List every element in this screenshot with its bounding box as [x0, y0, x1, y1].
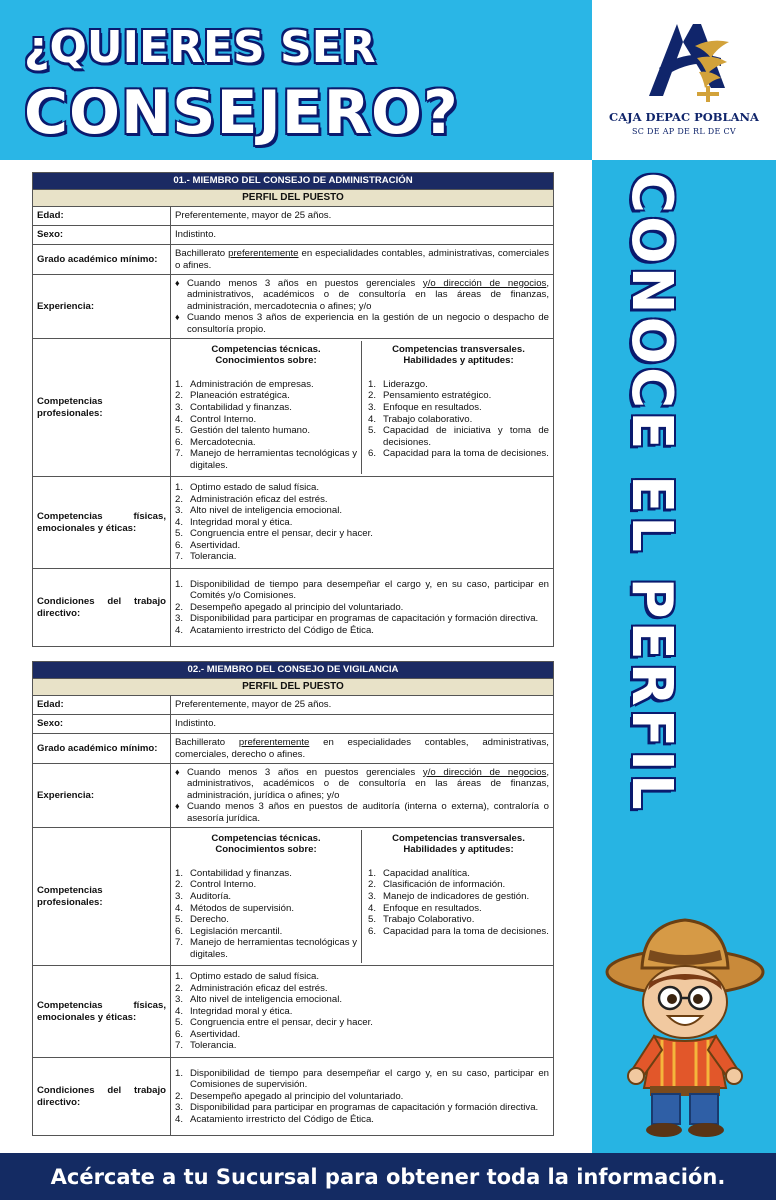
competencias-value — [171, 339, 554, 477]
list-item — [175, 482, 549, 494]
list-number: 1. — [175, 578, 184, 590]
condiciones-label: Condiciones del trabajo directivo: — [33, 1058, 171, 1136]
list-item-text: Asertividad. — [190, 539, 241, 551]
list-item — [175, 937, 357, 960]
list-item — [368, 414, 549, 426]
list-item-text: Liderazgo. — [383, 378, 428, 390]
competencias-label: Competencias profesionales: — [33, 828, 171, 966]
list-item — [175, 579, 549, 602]
list-item-text: Enfoque en resultados. — [383, 902, 482, 914]
exp1-pre: Cuando menos 3 años en puestos gerenciales — [187, 766, 416, 778]
list-item-text: Acatamiento irrestricto del Código de Ética. — [190, 1113, 374, 1125]
list-number: 7. — [175, 551, 184, 563]
list-item — [175, 437, 357, 449]
list-number: 7. — [175, 937, 184, 949]
header-banner — [0, 0, 592, 160]
table-title: 01.- MIEMBRO DEL CONSEJO DE ADMINISTRACIÓN — [33, 173, 554, 190]
logo-subtitle: SC DE AP DE RL DE CV — [631, 127, 736, 136]
list-number: 5. — [368, 914, 377, 926]
competencias-tecnicas — [175, 341, 362, 475]
list-item-text: Disponibilidad de tiempo para desempeñar el cargo y, en su caso, participar en Comités y/o Comisiones. — [190, 578, 549, 602]
diamond-bullet-icon: ♦ — [175, 312, 180, 323]
table-subtitle: PERFIL DEL PUESTO — [33, 190, 554, 207]
list-item — [175, 278, 549, 313]
list-item — [175, 868, 357, 880]
list-number: 3. — [175, 890, 184, 902]
grado-label: Grado académico mínimo: — [33, 734, 171, 764]
list-number: 1. — [368, 378, 377, 390]
list-item — [175, 1114, 549, 1126]
list-number: 2. — [368, 879, 377, 891]
list-item — [175, 505, 549, 517]
list-item — [175, 1040, 549, 1052]
list-number: 3. — [175, 505, 184, 517]
list-number: 3. — [175, 613, 184, 625]
transversales-subtitle: Habilidades y aptitudes: — [403, 355, 514, 367]
list-item-text: Optimo estado de salud física. — [190, 970, 320, 982]
list-number: 6. — [175, 436, 184, 448]
list-item — [368, 390, 549, 402]
header-line1: ¿QUIERES SER — [24, 22, 376, 73]
edad-value: Preferentemente, mayor de 25 años. — [171, 696, 554, 715]
list-number: 4. — [368, 413, 377, 425]
list-number: 6. — [175, 539, 184, 551]
list-number: 5. — [175, 914, 184, 926]
diamond-bullet-icon: ♦ — [175, 277, 180, 288]
list-item-text: Derecho. — [190, 914, 229, 926]
list-number: 2. — [175, 390, 184, 402]
list-item — [175, 983, 549, 995]
list-item-text: Integridad moral y ética. — [190, 1005, 293, 1017]
list-item-text: Disponibilidad de tiempo para desempeñar el cargo y, en su caso, participar en Comisiones de supervisión. — [190, 1067, 549, 1091]
fisicas-label: Competencias físicas, emocionales y éticas: — [33, 477, 171, 569]
list-item-text: Congruencia entre el pensar, decir y hacer. — [190, 1017, 373, 1029]
list-number: 1. — [175, 481, 184, 493]
list-item — [175, 994, 549, 1006]
tecnicas-subtitle: Conocimientos sobre: — [215, 844, 317, 856]
list-item-text: Disponibilidad para participar en programas de capacitación y formación directiva. — [190, 1102, 539, 1114]
list-item-text: Legislación mercantil. — [190, 925, 283, 937]
fisicas-value — [171, 966, 554, 1058]
list-item-text: Mercadotecnia. — [190, 436, 256, 448]
list-item — [368, 879, 549, 891]
tecnicas-list — [175, 868, 357, 961]
list-item-text: Desempeño apegado al principio del voluntariado. — [190, 601, 404, 613]
transversales-title: Competencias transversales. — [392, 343, 525, 355]
cowboy-mascot-icon — [602, 910, 768, 1140]
competencias-label: Competencias profesionales: — [33, 339, 171, 477]
list-number: 5. — [175, 528, 184, 540]
table-title: 02.- MIEMBRO DEL CONSEJO DE VIGILANCIA — [33, 662, 554, 679]
list-item — [175, 625, 549, 637]
experiencia-value — [171, 275, 554, 339]
transversales-title: Competencias transversales. — [392, 832, 525, 844]
fisicas-value — [171, 477, 554, 569]
list-item — [175, 390, 357, 402]
list-item — [175, 914, 357, 926]
transversales-subtitle: Habilidades y aptitudes: — [403, 844, 514, 856]
competencias-tecnicas — [175, 830, 362, 964]
list-item-text: Alto nivel de inteligencia emocional. — [190, 994, 342, 1006]
transversales-list — [368, 379, 549, 460]
list-item-text: Enfoque en resultados. — [383, 401, 482, 413]
exp1-post: , administrativos, académicos o de consultoría en las áreas de finanzas, administración, jurídica o afines; y/o — [187, 766, 549, 801]
list-item — [175, 402, 357, 414]
list-number: 4. — [175, 902, 184, 914]
list-item-text: Desempeño apegado al principio del voluntariado. — [190, 1090, 404, 1102]
list-number: 3. — [175, 1102, 184, 1114]
list-item-text: Disponibilidad para participar en programas de capacitación y formación directiva. — [190, 613, 539, 625]
list-item-text: Métodos de supervisión. — [190, 902, 294, 914]
list-number: 6. — [368, 925, 377, 937]
list-item-text: Control Interno. — [190, 879, 257, 891]
list-item — [175, 1006, 549, 1018]
header-line2: CONSEJERO? — [24, 78, 459, 148]
list-item — [175, 891, 357, 903]
list-item — [175, 613, 549, 625]
list-item — [175, 1017, 549, 1029]
list-item — [175, 767, 549, 802]
grado-underlined: preferentemente — [238, 736, 310, 748]
list-item — [175, 926, 357, 938]
list-item-text: Tolerancia. — [190, 551, 237, 563]
competencias-transversales — [362, 830, 549, 964]
list-number: 6. — [175, 1028, 184, 1040]
list-item — [175, 312, 549, 335]
list-number: 1. — [175, 867, 184, 879]
list-number: 6. — [368, 448, 377, 460]
list-item-text: Control Interno. — [190, 413, 257, 425]
list-item — [368, 379, 549, 391]
sexo-value: Indistinto. — [171, 715, 554, 734]
list-number: 2. — [175, 982, 184, 994]
list-item — [175, 540, 549, 552]
list-number: 2. — [175, 493, 184, 505]
edad-label: Edad: — [33, 696, 171, 715]
list-number: 5. — [175, 425, 184, 437]
list-item — [175, 1068, 549, 1091]
list-item — [175, 517, 549, 529]
list-item — [368, 914, 549, 926]
list-item — [368, 402, 549, 414]
list-item — [368, 891, 549, 903]
list-number: 1. — [368, 867, 377, 879]
exp2-text: Cuando menos 3 años en puestos de auditoría (interna o externa), contraloría o asesoría jurídica. — [187, 801, 549, 824]
list-item — [175, 1029, 549, 1041]
footer-bar — [0, 1153, 776, 1200]
tecnicas-title: Competencias técnicas. — [211, 343, 321, 355]
list-item — [368, 868, 549, 880]
grado-label: Grado académico mínimo: — [33, 245, 171, 275]
condiciones-list — [175, 579, 549, 637]
tecnicas-list — [175, 379, 357, 472]
exp1-underlined: y/o dirección de negocios — [422, 277, 547, 289]
list-number: 4. — [175, 624, 184, 636]
profile-table-administracion — [32, 172, 554, 647]
list-item — [175, 1091, 549, 1103]
list-number: 3. — [175, 994, 184, 1006]
list-item — [368, 926, 549, 938]
list-item — [175, 448, 357, 471]
list-number: 2. — [368, 390, 377, 402]
list-item — [175, 879, 357, 891]
list-item-text: Contabilidad y finanzas. — [190, 867, 292, 879]
competencias-value — [171, 828, 554, 966]
list-number: 7. — [175, 1040, 184, 1052]
list-item — [175, 1102, 549, 1114]
exp1-underlined: y/o dirección de negocios — [422, 766, 547, 778]
diamond-bullet-icon: ♦ — [175, 766, 180, 777]
list-item — [368, 448, 549, 460]
list-item-text: Tolerancia. — [190, 1040, 237, 1052]
experiencia-label: Experiencia: — [33, 275, 171, 339]
list-item-text: Alto nivel de inteligencia emocional. — [190, 505, 342, 517]
tecnicas-subtitle: Conocimientos sobre: — [215, 355, 317, 367]
list-item-text: Gestión del talento humano. — [190, 425, 311, 437]
condiciones-value — [171, 569, 554, 647]
fisicas-list — [175, 482, 549, 563]
logo-name: CAJA DEPAC POBLANA — [609, 110, 759, 124]
list-item-text: Clasificación de información. — [383, 879, 506, 891]
list-item-text: Integridad moral y ética. — [190, 516, 293, 528]
transversales-list — [368, 868, 549, 938]
list-item — [175, 801, 549, 824]
sexo-label: Sexo: — [33, 226, 171, 245]
list-item-text: Optimo estado de salud física. — [190, 481, 320, 493]
list-item-text: Manejo de herramientas tecnológicas y digitales. — [190, 448, 357, 471]
sexo-value: Indistinto. — [171, 226, 554, 245]
list-item-text: Planeación estratégica. — [190, 390, 290, 402]
list-item-text: Capacidad analítica. — [383, 867, 470, 879]
list-number: 4. — [175, 516, 184, 528]
list-item-text: Capacidad para la toma de decisiones. — [383, 448, 549, 460]
list-number: 4. — [368, 902, 377, 914]
experiencia-label: Experiencia: — [33, 764, 171, 828]
caja-depac-logo-icon — [637, 18, 737, 104]
list-item — [175, 551, 549, 563]
list-number: 2. — [175, 1090, 184, 1102]
list-number: 3. — [175, 401, 184, 413]
experiencia-value — [171, 764, 554, 828]
list-item-text: Administración de empresas. — [190, 378, 314, 390]
fisicas-label: Competencias físicas, emocionales y éticas: — [33, 966, 171, 1058]
list-item — [175, 379, 357, 391]
list-item-text: Administración eficaz del estrés. — [190, 982, 328, 994]
list-number: 3. — [368, 401, 377, 413]
list-number: 2. — [175, 601, 184, 613]
list-item — [368, 425, 549, 448]
grado-pre: Bachillerato — [175, 247, 226, 259]
grado-pre: Bachillerato — [175, 736, 226, 748]
side-banner-text: CONOCE EL PERFIL — [619, 172, 684, 813]
list-item — [175, 494, 549, 506]
list-item-text: Trabajo colaborativo. — [383, 413, 473, 425]
condiciones-value — [171, 1058, 554, 1136]
list-number: 7. — [175, 448, 184, 460]
grado-value — [171, 734, 554, 764]
list-item-text: Trabajo Colaborativo. — [383, 914, 475, 926]
list-item-text: Congruencia entre el pensar, decir y hacer. — [190, 528, 373, 540]
list-number: 5. — [175, 1017, 184, 1029]
list-item-text: Auditoría. — [190, 890, 232, 902]
list-item-text: Administración eficaz del estrés. — [190, 493, 328, 505]
list-item — [175, 903, 357, 915]
list-number: 1. — [175, 378, 184, 390]
grado-value — [171, 245, 554, 275]
list-number: 3. — [368, 890, 377, 902]
list-item-text: Capacidad para la toma de decisiones. — [383, 925, 549, 937]
diamond-bullet-icon: ♦ — [175, 801, 180, 812]
list-item-text: Manejo de indicadores de gestión. — [383, 890, 530, 902]
list-number: 1. — [175, 970, 184, 982]
grado-underlined: preferentemente — [228, 247, 299, 259]
list-item-text: Capacidad de iniciativa y toma de decisiones. — [383, 425, 549, 448]
list-item-text: Pensamiento estratégico. — [383, 390, 492, 402]
profile-table-vigilancia — [32, 661, 554, 1136]
list-item — [175, 971, 549, 983]
table-subtitle: PERFIL DEL PUESTO — [33, 679, 554, 696]
list-item — [175, 414, 357, 426]
list-number: 4. — [175, 1113, 184, 1125]
exp1-pre: Cuando menos 3 años en puestos gerenciales — [187, 277, 416, 289]
edad-value: Preferentemente, mayor de 25 años. — [171, 207, 554, 226]
sexo-label: Sexo: — [33, 715, 171, 734]
tecnicas-title: Competencias técnicas. — [211, 832, 321, 844]
footer-text: Acércate a tu Sucursal para obtener toda la información. — [50, 1164, 726, 1189]
list-item-text: Asertividad. — [190, 1028, 241, 1040]
exp1-post: , administrativos, académicos o de consultoría en las áreas de finanzas, administración, mercadotecnia o afines; y/o — [187, 277, 549, 312]
competencias-transversales — [362, 341, 549, 475]
list-item — [175, 528, 549, 540]
list-item-text: Acatamiento irrestricto del Código de Ética. — [190, 624, 374, 636]
list-number: 4. — [175, 413, 184, 425]
list-item — [368, 903, 549, 915]
condiciones-list — [175, 1068, 549, 1126]
list-item-text: Contabilidad y finanzas. — [190, 401, 292, 413]
list-number: 1. — [175, 1067, 184, 1079]
exp2-text: Cuando menos 3 años de experiencia en la gestión de un negocio o despacho de consultoría propio. — [187, 312, 549, 335]
list-item-text: Manejo de herramientas tecnológicas y digitales. — [190, 937, 357, 960]
logo-box — [592, 0, 776, 160]
profile-document — [0, 160, 592, 1153]
grado-post: en especialidades contables, administrativas, comerciales, derecho o afines. — [175, 736, 549, 760]
fisicas-list — [175, 971, 549, 1052]
list-item — [175, 425, 357, 437]
edad-label: Edad: — [33, 207, 171, 226]
list-item — [175, 602, 549, 614]
list-number: 4. — [175, 1005, 184, 1017]
condiciones-label: Condiciones del trabajo directivo: — [33, 569, 171, 647]
list-number: 6. — [175, 925, 184, 937]
grado-post: en especialidades contables, administrativas, comerciales o afines. — [175, 247, 550, 271]
list-number: 5. — [368, 425, 377, 437]
list-number: 2. — [175, 879, 184, 891]
